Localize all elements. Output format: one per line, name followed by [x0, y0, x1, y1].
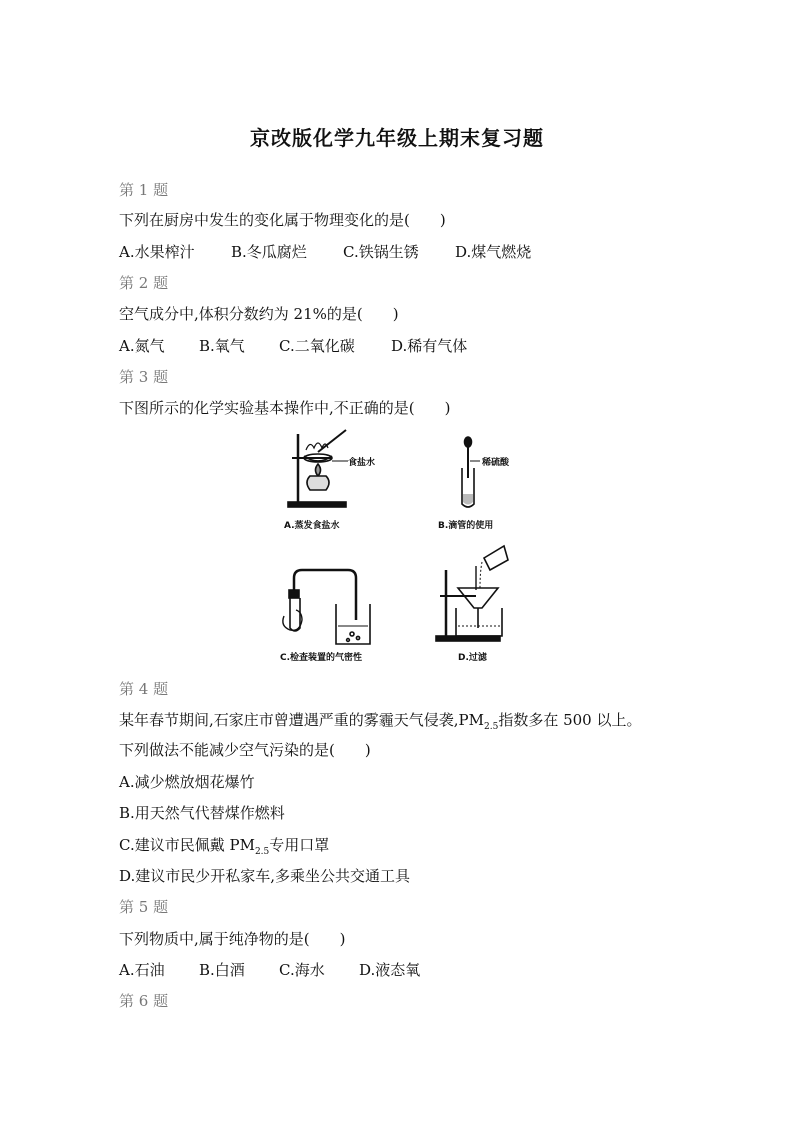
- option-c: C.海水: [279, 961, 325, 979]
- figure-d-label: D.过滤: [458, 653, 487, 663]
- question-2-options: [119, 335, 467, 356]
- question-1-heading: 第 1 题: [119, 181, 169, 199]
- page-title: 京改版化学九年级上期末复习题: [250, 126, 544, 150]
- pm-subscript: 2.5: [484, 722, 499, 732]
- dropper-icon: [462, 437, 480, 507]
- lab-operations-figure: [270, 428, 530, 668]
- option-c-tail: 专用口罩: [269, 836, 330, 854]
- question-5-options: [119, 959, 420, 980]
- question-1-text: 下列在厨房中发生的变化属于物理变化的是( ): [119, 211, 446, 229]
- question-4-heading: 第 4 题: [119, 680, 169, 698]
- option-a: A.氮气: [119, 337, 165, 355]
- pm-subscript: 2.5: [254, 847, 270, 857]
- option-b: B.冬瓜腐烂: [231, 243, 307, 261]
- filtration-apparatus-icon: [436, 546, 508, 641]
- figure-b-tag: 稀硫酸: [482, 458, 510, 468]
- question-4-text-1-main: 某年春节期间,石家庄市曾遭遇严重的雾霾天气侵袭,PM: [119, 711, 484, 729]
- question-5-heading: 第 5 题: [119, 898, 169, 916]
- figure-a-tag: 食盐水: [348, 458, 376, 468]
- question-4-option-b: B.用天然气代替煤作燃料: [119, 804, 285, 822]
- question-4-text-2: 下列做法不能减少空气污染的是( ): [119, 741, 371, 759]
- question-4-option-a: A.减少燃放烟花爆竹: [119, 773, 255, 791]
- option-a: A.石油: [119, 961, 165, 979]
- question-2-heading: 第 2 题: [119, 274, 169, 292]
- question-4-text-1: [119, 709, 642, 732]
- evaporation-apparatus-icon: [288, 430, 348, 507]
- figure-c-label: C.检查装置的气密性: [280, 653, 363, 663]
- option-d: D.液态氧: [359, 961, 421, 979]
- option-a: A.水果榨汁: [119, 243, 195, 261]
- figure-b-label: B.滴管的使用: [438, 521, 494, 531]
- question-6-heading: 第 6 题: [119, 992, 169, 1010]
- question-3-text: 下图所示的化学实验基本操作中,不正确的是( ): [119, 399, 451, 417]
- option-d: D.稀有气体: [391, 337, 468, 355]
- question-5-text: 下列物质中,属于纯净物的是( ): [119, 930, 346, 948]
- airtightness-check-icon: [283, 570, 370, 644]
- option-b: B.白酒: [199, 961, 245, 979]
- question-3-heading: 第 3 题: [119, 368, 169, 386]
- option-c: C.铁锅生锈: [343, 243, 419, 261]
- question-2-text: 空气成分中,体积分数约为 21%的是( ): [119, 305, 399, 323]
- option-b: B.氧气: [199, 337, 245, 355]
- question-4-option-d: D.建议市民少开私家车,多乘坐公共交通工具: [119, 867, 411, 885]
- option-d: D.煤气燃烧: [455, 243, 532, 261]
- question-4-text-1-tail: 指数多在 500 以上。: [498, 711, 642, 729]
- option-c-main: C.建议市民佩戴 PM: [119, 836, 255, 854]
- figure-a-label: A.蒸发食盐水: [284, 521, 340, 531]
- option-c: C.二氧化碳: [279, 337, 355, 355]
- question-4-option-c: [119, 834, 329, 857]
- question-1-options: [119, 241, 531, 262]
